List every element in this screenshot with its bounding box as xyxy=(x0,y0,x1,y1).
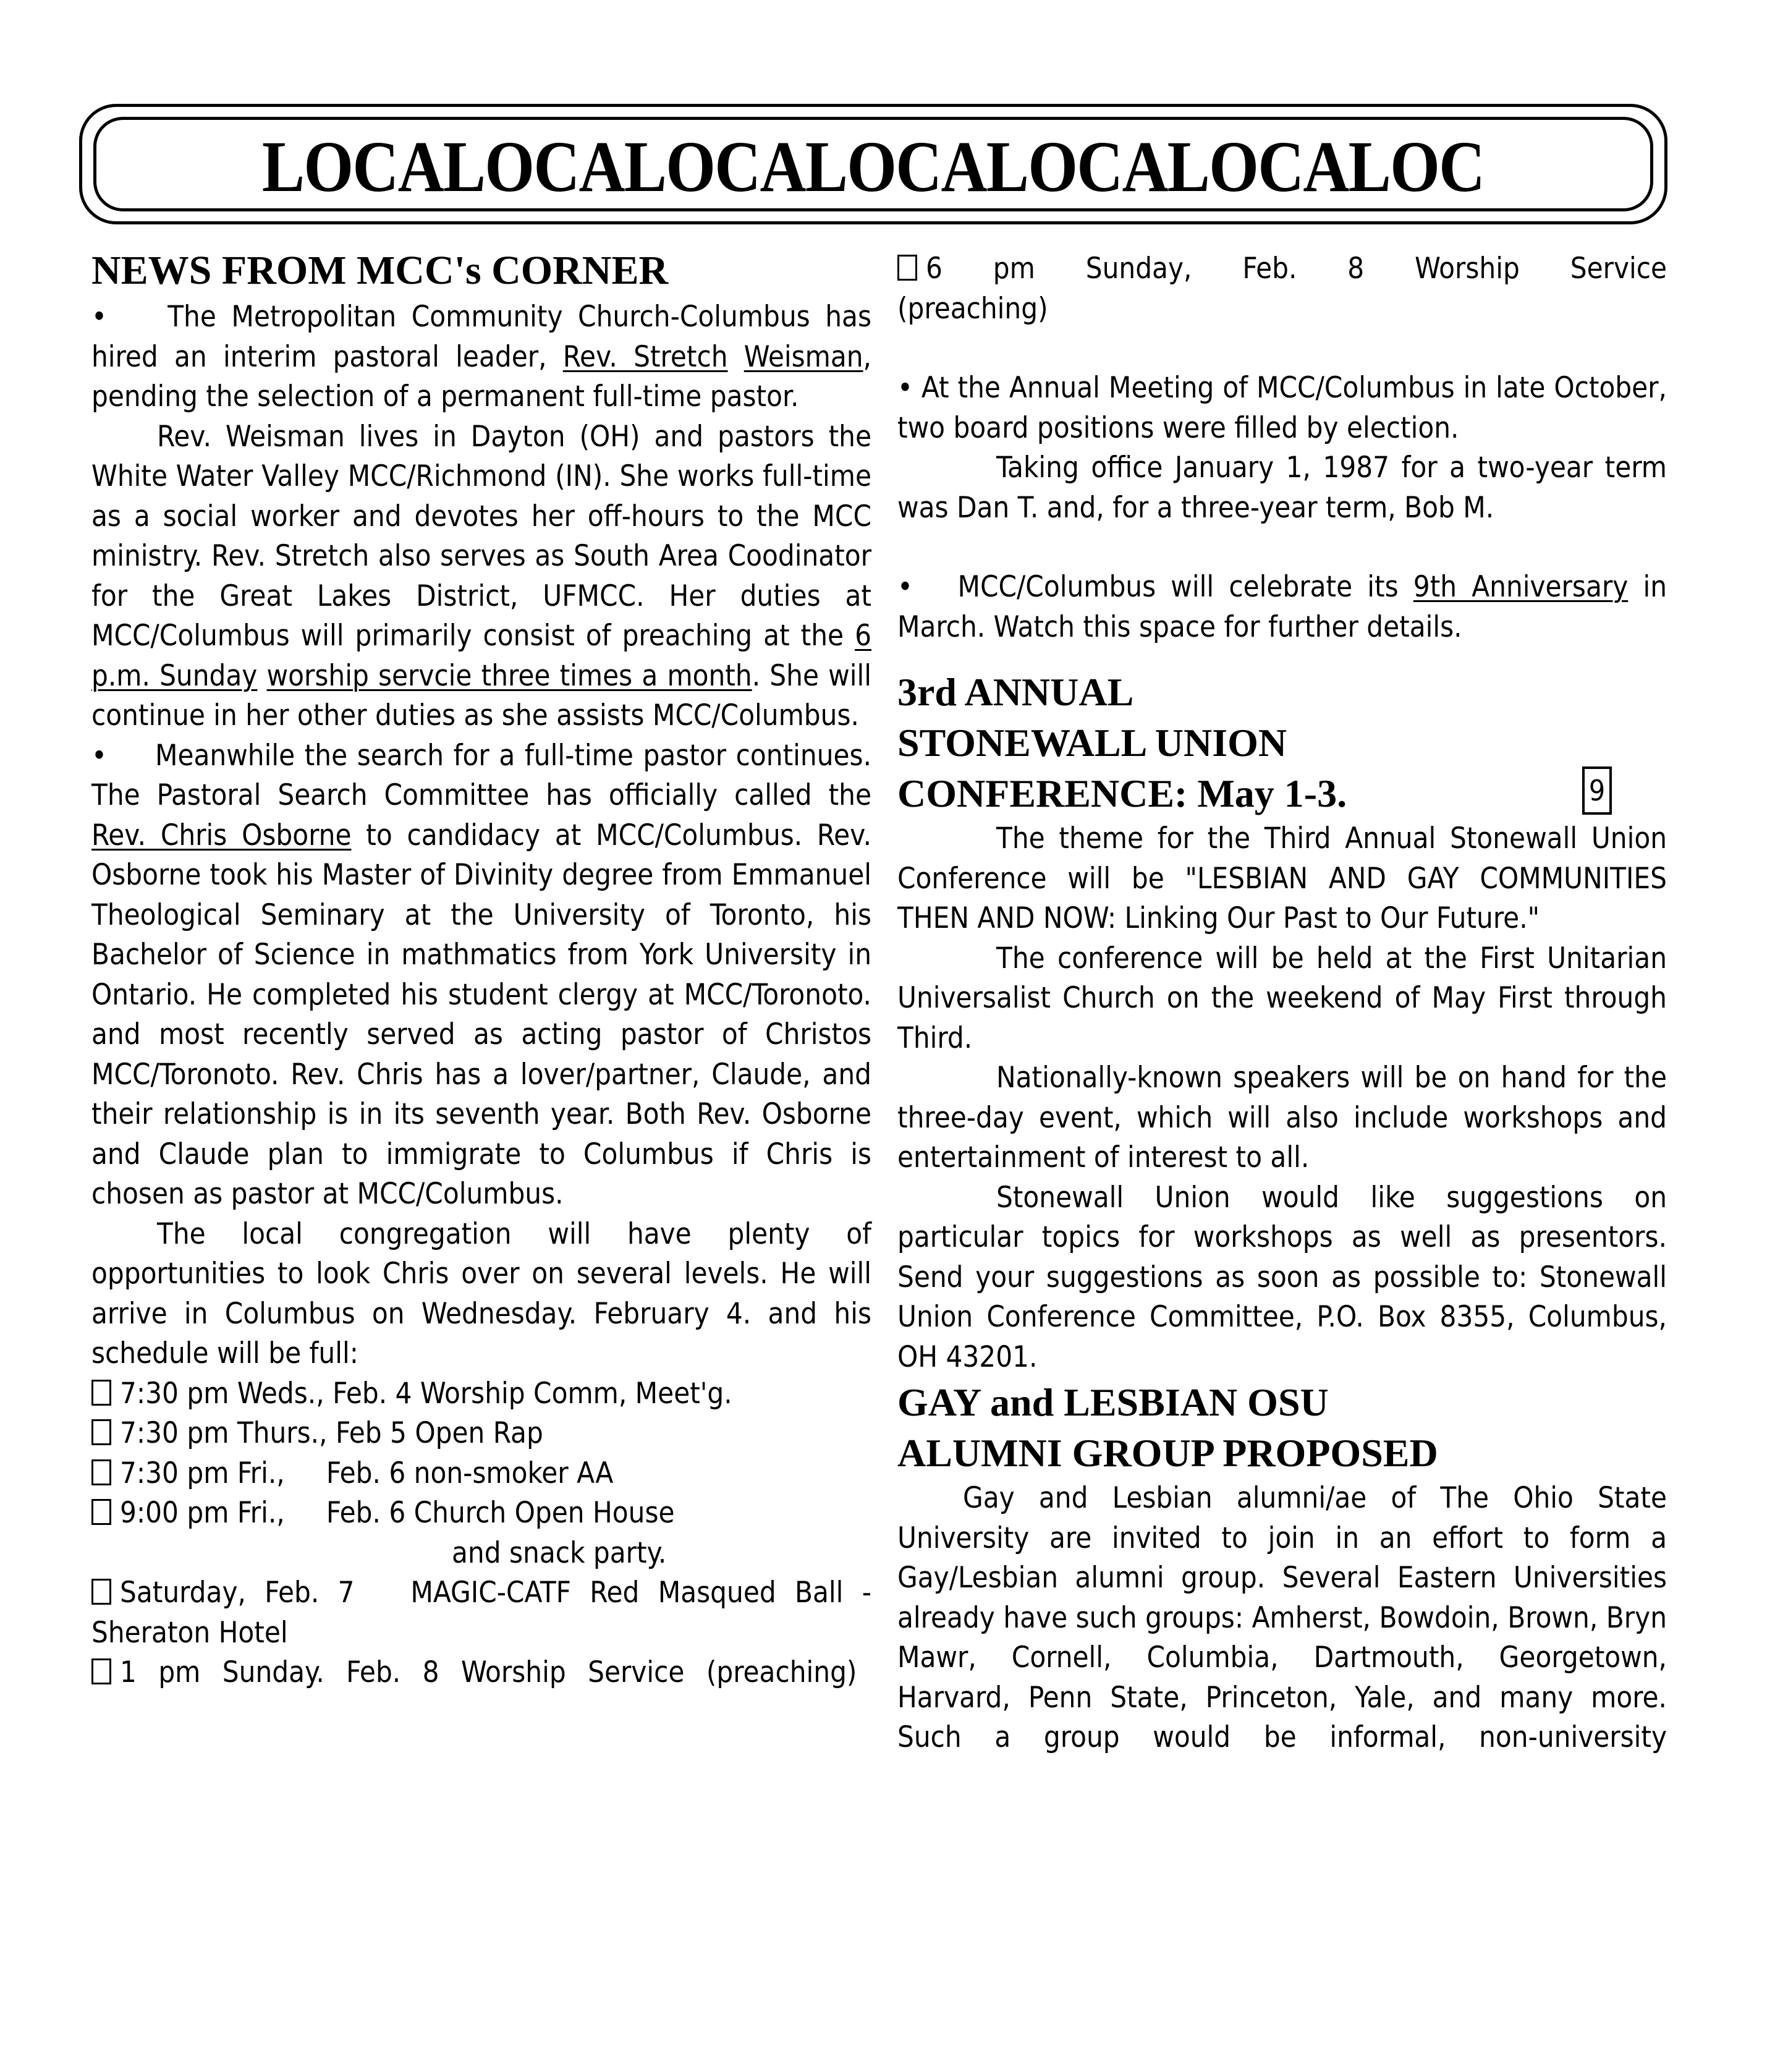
underlined-name: Weisman xyxy=(743,339,863,374)
schedule-item xyxy=(91,1414,871,1454)
schedule-text: 9:00 pm Fri., Feb. 6 Church Open House xyxy=(120,1496,675,1530)
bullet-icon: • xyxy=(91,300,107,334)
bullet-icon: • xyxy=(897,570,913,604)
schedule-text: 7:30 pm Weds., Feb. 4 Worship Comm, Meet'g. xyxy=(120,1376,732,1411)
checkbox-square-icon xyxy=(897,255,917,281)
headline-mcc-corner: NEWS FROM MCC's CORNER xyxy=(91,248,669,293)
article-paragraph xyxy=(91,297,871,417)
article-paragraph: The local congregation will have plenty of opportunities to look Chris over on several levels. He will arrive in Columbus on Wednesday. February 4. and his schedule will be full: xyxy=(91,1216,871,1370)
headline-line: CONFERENCE: May 1-3. xyxy=(897,771,1347,815)
headline-line: ALUMNI GROUP PROPOSED xyxy=(897,1431,1438,1475)
schedule-text: 1 pm Sunday. Feb. 8 Worship Service (preaching) xyxy=(120,1655,857,1689)
paragraph-text: Meanwhile the search for a full-time pastor continues. The Pastoral Search Committee has officially called the xyxy=(91,738,871,812)
checkbox-square-icon xyxy=(91,1579,111,1605)
banner-inner-frame xyxy=(93,117,1653,211)
article-paragraph xyxy=(91,417,871,736)
headline-line: STONEWALL UNION xyxy=(897,721,1287,765)
article-paragraph: Gay and Lesbian alumni/ae of The Ohio State University are invited to join in an effort to form a Gay/Lesbian alumni group. Several Eastern Universities already have such groups: Amherst, Bowdoin, Brown, Bryn Mawr, Cornell, Columbia, Dartmouth, Georgetown, Harvard, Penn State, Princeton, Yale, and many more. Such a group would be informal, non-university xyxy=(897,1481,1667,1754)
schedule-item xyxy=(91,1374,871,1414)
underlined-name: Rev. Stretch xyxy=(562,339,728,374)
section-banner xyxy=(79,104,1667,224)
underlined-phrase: worship servcie three times a month xyxy=(266,658,752,693)
page-number-badge: 9 xyxy=(1582,766,1612,815)
paragraph-text: MCC/Columbus will celebrate its xyxy=(957,570,1413,604)
schedule-text: 6 pm Sunday, Feb. 8 Worship Service (preaching) xyxy=(897,252,1667,326)
article-paragraph: Nationally-known speakers will be on hand for the three-day event, which will also include workshops and entertainment of interest to all. xyxy=(897,1061,1667,1174)
stonewall-headline xyxy=(897,667,1667,819)
checkbox-square-icon xyxy=(91,1499,111,1525)
underlined-phrase: 6 p.m. Sunday xyxy=(91,619,871,693)
schedule-text: 7:30 pm Fri., Feb. 6 non-smoker AA xyxy=(120,1456,614,1490)
article-paragraph xyxy=(91,736,871,1215)
checkbox-square-icon xyxy=(91,1419,111,1445)
spacer xyxy=(897,647,1667,667)
schedule-item xyxy=(91,1493,871,1534)
paragraph-text: At the Annual Meeting of MCC/Columbus in late October, two board positions were filled by election. xyxy=(897,371,1667,445)
checkbox-square-icon xyxy=(91,1459,111,1485)
checkbox-square-icon xyxy=(91,1380,111,1406)
article-paragraph: The theme for the Third Annual Stonewall Union Conference will be "LESBIAN AND GAY COMMUNITIES THEN AND NOW: Linking Our Past to Our Future." xyxy=(897,822,1667,935)
schedule-text: 7:30 pm Thurs., Feb 5 Open Rap xyxy=(120,1416,543,1450)
article-paragraph: The conference will be held at the First Unitarian Universalist Church on the weekend of May First through Third. xyxy=(897,941,1667,1055)
schedule-item xyxy=(897,249,1667,329)
underlined-name: Rev. Chris Osborne xyxy=(91,818,352,852)
banner-title: LOCALOCALOCALOCALOCALOCALOC xyxy=(262,125,1485,207)
schedule-item xyxy=(91,1573,888,1653)
paragraph-text: to candidacy at MCC/Columbus. Rev. Osborne took his Master of Divinity degree from Emmanuel Theological Seminary at the University of Toronto, his Bachelor of Science in mathmatics from York University in Ontario. He completed his student clergy at MCC/Toronoto. and most recently served as acting pastor of Christos MCC/Toronoto. Rev. Chris has a lover/partner, Claude, and their relationship is in its seventh year. Both Rev. Osborne and Claude plan to immigrate to Columbus if Chris is chosen as pastor at MCC/Columbus. xyxy=(91,818,871,1211)
right-column xyxy=(897,244,1667,1758)
underlined-phrase: 9th Anniversary xyxy=(1413,570,1629,604)
article-paragraph xyxy=(897,368,1667,448)
checkbox-square-icon xyxy=(91,1658,111,1684)
osu-headline xyxy=(897,1377,1667,1479)
schedule-item xyxy=(91,1653,871,1693)
paragraph-text: . She will continue in her other duties as she assists MCC/Columbus. xyxy=(91,658,872,732)
paragraph-text: The Metropolitan Community Church-Columbus has hired an interim pastoral leader, xyxy=(91,300,871,374)
headline-line: 3rd ANNUAL xyxy=(897,670,1134,714)
schedule-text: Saturday, Feb. 7 MAGIC-CATF Red Masqued Ball - Sheraton Hotel xyxy=(91,1576,888,1650)
schedule-item xyxy=(91,1454,871,1494)
bullet-icon: • xyxy=(897,371,913,405)
left-column xyxy=(91,244,888,1693)
headline-line: GAY and LESBIAN OSU xyxy=(897,1380,1329,1424)
paragraph-text: in March. Watch this space for further details. xyxy=(897,570,1667,644)
spacer xyxy=(897,329,1667,368)
article-paragraph: Taking office January 1, 1987 for a two-year term was Dan T. and, for a three-year term, Bob M. xyxy=(897,451,1667,525)
article-paragraph xyxy=(897,567,1667,647)
schedule-continuation: and snack party. xyxy=(452,1535,667,1570)
paragraph-text: , pending the selection of a permanent full-time pastor. xyxy=(91,339,871,414)
bullet-icon: • xyxy=(91,738,107,773)
spacer xyxy=(897,528,1667,567)
article-paragraph: Stonewall Union would like suggestions on particular topics for workshops as well as presentors. Send your suggestions as soon as possible to: Stonewall Union Conference Committee, P.O. Box 8355, Columbus, OH 43201. xyxy=(897,1180,1667,1374)
paragraph-text: Rev. Weisman lives in Dayton (OH) and pastors the White Water Valley MCC/Richmond (IN). She works full-time as a social worker and devotes her off-hours to the MCC ministry. Rev. Stretch also serves as South Area Coodinator for the Great Lakes District, UFMCC. Her duties at MCC/Columbus will primarily consist of preaching at the xyxy=(91,419,871,653)
